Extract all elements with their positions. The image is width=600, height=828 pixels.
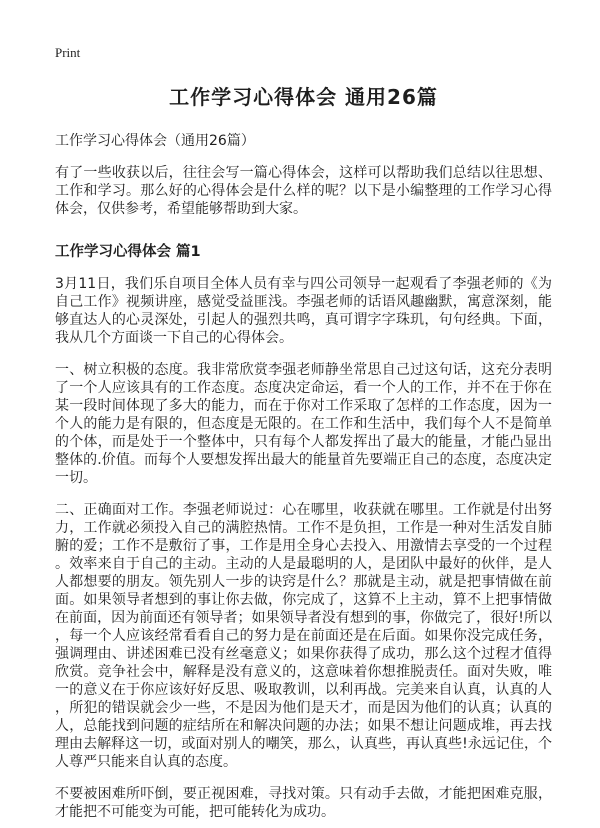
paragraph-2: 一、树立积极的态度。我非常欣赏李强老师静坐常思自己过这句话，这充分表明了一个人应该具有的工作态度。态度决定命运，看一个人的工作，并不在于你在某一段时间体现了多大的能力，而在于你对工作采取了怎样的工作态度，因为一个人的能力是有限的，但态度是无限的。在工作和生活中，我们每个人不是简单的个体，而是处于一个整体中，只有每个人都发挥出了最大的能量，才能凸显出整体的.价值。而每个人要想发挥出最大的能量首先要端正自己的态度，态度决定一切。 — [55, 362, 552, 486]
paragraph-4: 不要被困难所吓倒，要正视困难，寻找对策。只有动手去做，才能把困难克服，才能把不可能变为可能，把可能转化为成功。 — [55, 786, 552, 820]
print-button[interactable]: Print — [55, 45, 81, 60]
paragraph-1: 3月11日，我们乐自项目全体人员有幸与四公司领导一起观看了李强老师的《为自己工作》视频讲座，感觉受益匪浅。李强老师的话语风趣幽默，寓意深刻，能够直达人的心灵深处，引起人的强烈共鸣，真可谓字字珠玑，句句经典。下面，我从几个方面谈一下自己的心得体会。 — [55, 276, 552, 346]
section-heading: 工作学习心得体会 篇1 — [55, 244, 201, 260]
intro-paragraph: 有了一些收获以后，往往会写一篇心得体会，这样可以帮助我们总结以往思想、工作和学习。那么好的心得体会是什么样的呢？以下是小编整理的工作学习心得体会，仅供参考，希望能够帮助到大家。 — [55, 165, 552, 217]
page-subtitle: 工作学习心得体会（通用26篇） — [55, 133, 255, 149]
paragraph-3: 二、正确面对工作。李强老师说过：心在哪里，收获就在哪里。工作就是付出努力，工作就必须投入自己的满腔热情。工作不是负担，工作是一种对生活发自肺腑的爱；工作不是敷衍了事，工作是用全身心去投入、用激情去享受的一个过程。效率来自于自己的主动。主动的人是最聪明的人，是团队中最好的伙伴，是人人都想要的朋友。领先别人一步的诀窍是什么？那就是主动，就是把事情做在前面。如果领导者想到的事让你去做，你完成了，这算不上主动，算不上把事情做在前面，因为前面还有领导者；如果领导者没有想到的事，你做完了，很好!所以，每一个人应该经常看看自己的努力是在前面还是在后面。如果你没完成任务，强调理由、讲述困难已没有丝毫意义；如果你获得了成功，那么这个过程才值得欣赏。竞争社会中，解释是没有意义的，这意味着你想推脱责任。面对失败，唯一的意义在于你应该好好反思、吸取教训，以利再战。完美来自认真，认真的人，所犯的错误就会少一些，不是因为他们是天才，而是因为他们的认真；认真的人，总能找到问题的症结所在和解决问题的办法；如果不想让问题成堆，再去找理由去解释这一切，或面对别人的嘲笑，那么，认真些，再认真些!永远记住，个人尊严只能来自认真的态度。 — [55, 502, 552, 770]
page-title: 工作学习心得体会 通用26篇 — [169, 85, 438, 109]
